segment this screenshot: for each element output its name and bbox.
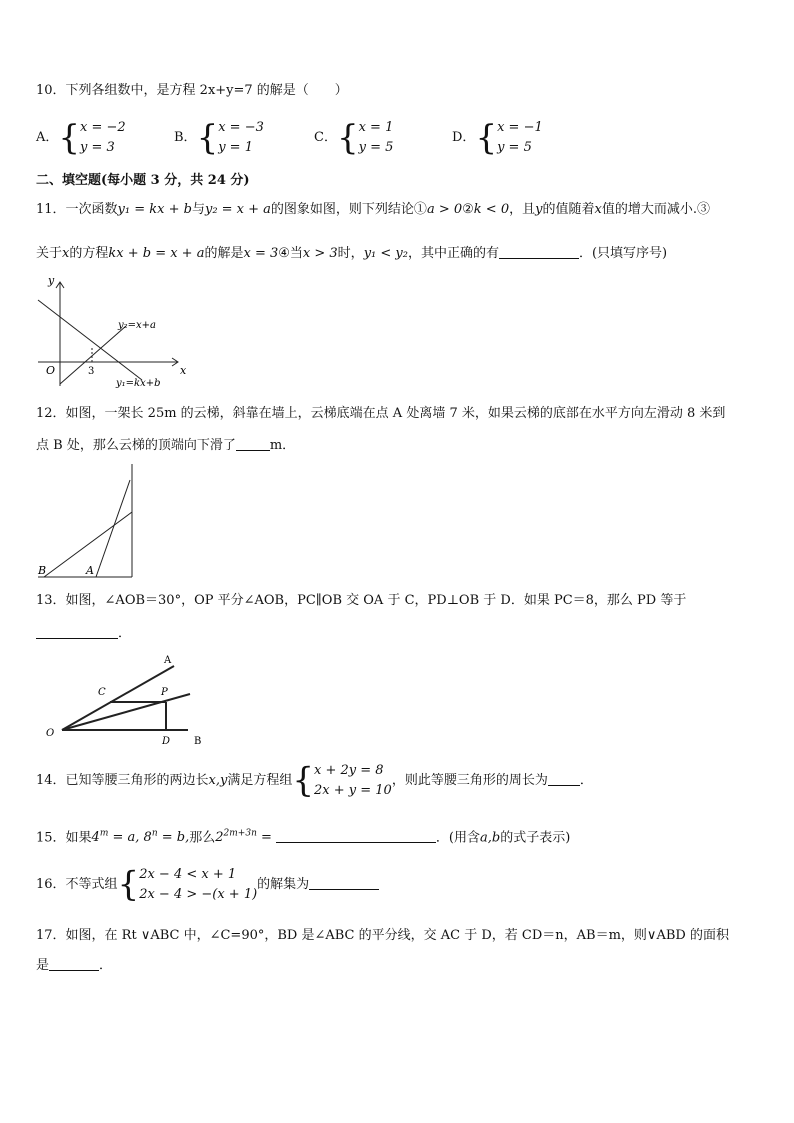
label-o: O [46, 728, 55, 739]
option-label: D． [452, 130, 476, 145]
label-y: y [48, 274, 55, 287]
option-y: y = 3 [80, 140, 115, 155]
label-a: A [164, 655, 172, 666]
answer-blank[interactable] [276, 830, 436, 843]
label-b: B [194, 736, 202, 747]
q10-option-b: B．{x = −3 y = 1 [174, 118, 264, 158]
label-d: D [162, 736, 171, 747]
label-x: x [180, 364, 187, 377]
option-y: y = 5 [497, 140, 532, 155]
q17-line1: 17．如图，在 Rt ∨ABC 中，∠C=90°，BD 是∠ABC 的平分线，交 AC 于 D，若 CD＝n，AB＝m，则∨ABD 的面积 [36, 928, 729, 943]
answer-blank[interactable] [36, 626, 118, 639]
q11-graph [30, 274, 190, 394]
q13-line2: ． [36, 626, 131, 642]
label-a: A [86, 564, 94, 577]
q15-line: 15．如果$4^m = a$, $8^n = b$,那么$2^{2m+3n}$ = ．(用含a,b的式子表示) [36, 829, 571, 846]
answer-blank[interactable] [309, 877, 379, 890]
label-c: C [98, 687, 106, 698]
label-origin: O [46, 364, 56, 377]
q10-option-c: C．{x = 1 y = 5 [314, 118, 394, 158]
q14-line: 14．已知等腰三角形的两边长x,y满足方程组{x + 2y = 8 2x + y = 10，则此等腰三角形的周长为 ． [36, 760, 593, 801]
q12-line1: 12．如图，一架长 25m 的云梯，斜靠在墙上，云梯底端在点 A 处离墙 7 米，如果云梯的底部在水平方向左滑动 8 米到 [36, 406, 726, 421]
q13-line1: 13．如图，∠AOB＝30°，OP 平分∠AOB，PC∥OB 交 OA 于 C，PD⊥OB 于 D．如果 PC＝8，那么 PD 等于 [36, 593, 687, 608]
answer-blank[interactable] [548, 773, 580, 786]
option-label: C． [314, 130, 337, 145]
label-three: 3 [88, 366, 95, 377]
q10-option-a: A．{x = −2 y = 3 [36, 118, 126, 158]
option-x: x = −2 [80, 120, 126, 135]
label-line-y1: y₁=kx+b [116, 378, 161, 389]
label-p: P [161, 687, 168, 698]
q12-line2: 点 B 处，那么云梯的顶端向下滑了 m． [36, 438, 296, 453]
q11-line1: 11．一次函数y₁ = kx + b与y₂ = x + a的图象如图，则下列结论①a > 0②k < 0，且y的值随着x值的增大而减小.③ [36, 202, 710, 217]
option-y: y = 1 [218, 140, 253, 155]
section-heading: 二、填空题(每小题 3 分，共 24 分) [36, 173, 250, 188]
q12-figure [30, 462, 142, 584]
option-x: x = −1 [497, 120, 543, 135]
option-label: B． [174, 130, 197, 145]
q17-line2: 是 ． [36, 958, 113, 973]
q13-figure [40, 652, 210, 748]
label-b: B [38, 564, 47, 577]
label-line-y2: y₂=x+a [118, 320, 157, 331]
option-y: y = 5 [358, 140, 394, 155]
q10-option-d: D．{x = −1 y = 5 [452, 118, 543, 158]
q11-line2: 关于x的方程kx + b = x + a的解是x = 3④当x > 3时，y₁ < y₂，其中正确的有 ．(只填写序号) [36, 246, 668, 261]
q10-stem: 10．下列各组数中，是方程 2x+y=7 的解是（ ） [36, 83, 348, 98]
answer-blank[interactable] [236, 438, 270, 451]
ray-oa [62, 666, 174, 730]
option-x: x = −3 [218, 120, 264, 135]
answer-blank[interactable] [49, 958, 99, 971]
option-x: x = 1 [358, 120, 394, 135]
q16-line: 16．不等式组{2x − 4 < x + 1 2x − 4 > −(x + 1)的解集为 [36, 862, 379, 908]
ladder-a [96, 480, 130, 577]
option-label: A． [36, 130, 59, 145]
answer-blank[interactable] [499, 246, 579, 259]
ray-op [62, 694, 190, 730]
